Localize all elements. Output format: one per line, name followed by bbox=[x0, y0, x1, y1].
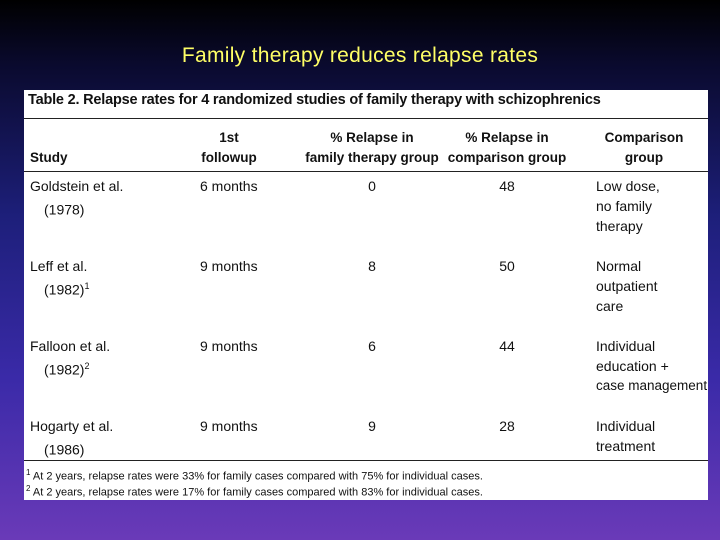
bottom-rule bbox=[24, 460, 708, 461]
followup-value: 6 months bbox=[200, 178, 258, 194]
top-rule bbox=[24, 118, 708, 119]
header-family-line1: % Relapse in bbox=[330, 130, 414, 145]
family-relapse-value: 9 bbox=[368, 418, 376, 434]
comparison-relapse-value: 50 bbox=[499, 258, 515, 274]
comparison-group-line3: therapy bbox=[596, 218, 643, 234]
study-year: $(1982)^2$ bbox=[44, 361, 90, 378]
header-family-line2: family therapy group bbox=[305, 150, 439, 165]
header-followup-line1: 1st bbox=[219, 130, 239, 145]
table-caption: Table 2. Relapse rates for 4 randomized studies of family therapy with schizophrenics bbox=[28, 92, 601, 108]
comparison-group-line2: outpatient bbox=[596, 278, 658, 294]
header-group-line1: Comparison bbox=[604, 130, 684, 145]
study-name: Leff et al. bbox=[30, 258, 88, 274]
footnote-1: $^1$ At 2 years, relapse rates were 33% for family cases compared with 75% for individual cases. bbox=[26, 468, 483, 483]
comparison-group-line1: Individual bbox=[596, 338, 656, 354]
family-relapse-value: 0 bbox=[368, 178, 376, 194]
comparison-group-line1: Normal bbox=[596, 258, 642, 274]
followup-value: 9 months bbox=[200, 338, 258, 354]
followup-value: 9 months bbox=[200, 258, 258, 274]
study-year: $(1982)^1$ bbox=[44, 281, 90, 298]
study-year: (1978) bbox=[44, 201, 85, 218]
header-comparison-line1: % Relapse in bbox=[465, 130, 549, 145]
table-image bbox=[24, 90, 708, 500]
comparison-relapse-value: 44 bbox=[499, 338, 515, 354]
study-year: (1986) bbox=[44, 441, 85, 458]
comparison-group-line1: Individual bbox=[596, 418, 656, 434]
family-relapse-value: 6 bbox=[368, 338, 376, 354]
comparison-group-line3: care bbox=[596, 298, 624, 314]
header-followup-line2: followup bbox=[201, 150, 257, 165]
study-name: Goldstein et al. bbox=[30, 178, 124, 194]
comparison-group-line3: case management bbox=[596, 378, 708, 393]
header-rule bbox=[24, 171, 708, 172]
comparison-group-line2: treatment bbox=[596, 438, 656, 454]
header-group-line2: group bbox=[624, 150, 664, 165]
study-name: Hogarty et al. bbox=[30, 418, 114, 434]
header-comparison-line2: comparison group bbox=[447, 150, 567, 165]
comparison-group-line2: no family bbox=[596, 198, 653, 214]
footnote-2: $^2$ At 2 years, relapse rates were 17% for family cases compared with 83% for individual cases. bbox=[26, 484, 483, 499]
header-study: Study bbox=[30, 150, 68, 165]
study-name: Falloon et al. bbox=[30, 338, 111, 354]
followup-value: 9 months bbox=[200, 418, 258, 434]
comparison-relapse-value: 48 bbox=[499, 178, 515, 194]
slide-title: Family therapy reduces relapse rates bbox=[181, 44, 539, 67]
comparison-group-line2: education + bbox=[596, 358, 669, 374]
family-relapse-value: 8 bbox=[368, 258, 376, 274]
comparison-relapse-value: 28 bbox=[499, 418, 515, 434]
comparison-group-line1: Low dose, bbox=[596, 178, 660, 194]
